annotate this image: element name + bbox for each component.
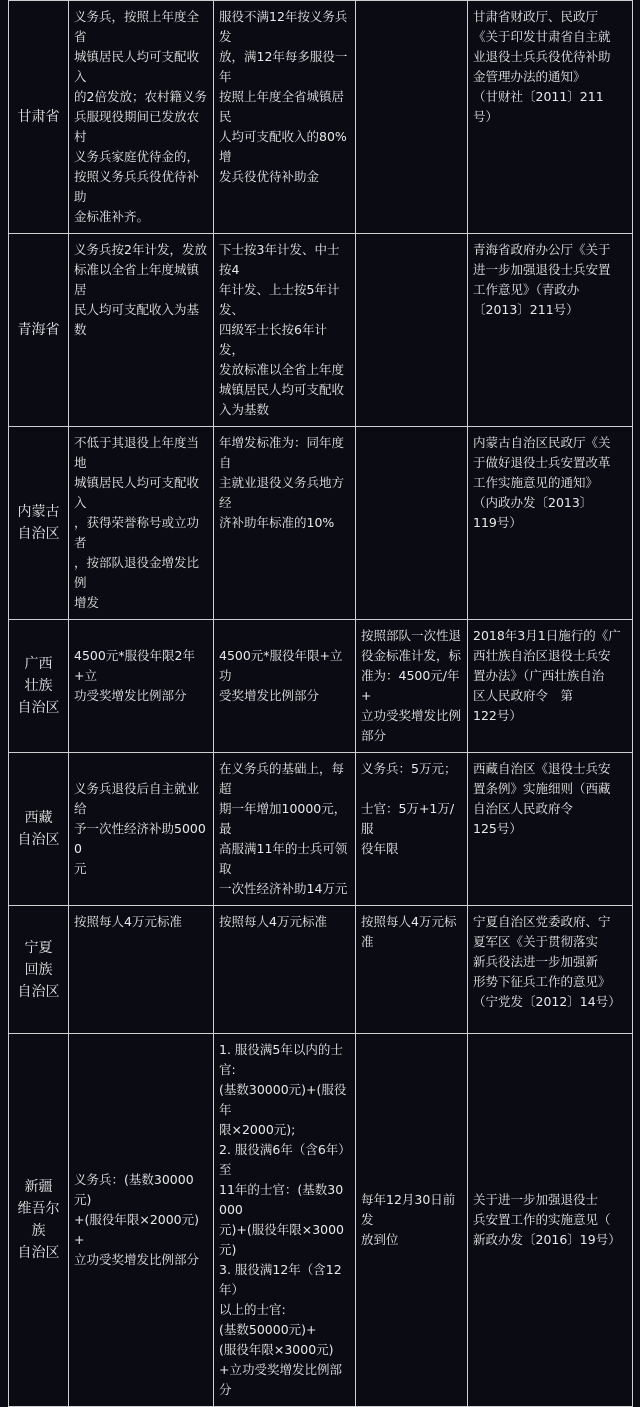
table-cell: 每年12月30日前发 放到位 (356, 1034, 468, 1407)
table-cell: 2018年3月1日施行的《广 西壮族自治区退役士兵安 置办法》（广西壮族自治 区人民政府令 第 122号） (468, 620, 633, 753)
province-cell: 甘肃省 (9, 1, 69, 234)
table-cell: 甘肃省财政厅、民政厅 《关于印发甘肃省自主就 业退役士兵兵役优待补助 金管理办法的通知》 （甘财社〔2011〕211 号） (468, 1, 633, 234)
table-cell: 在义务兵的基础上，每超 期一年增加10000元，最 高服满11年的士兵可领取 一次性经济补助14万元 (214, 753, 356, 906)
table-cell: 内蒙古自治区民政厅《关 于做好退役士兵安置改革 工作实施意见的通知》 （内政办发〔2013〕 119号） (468, 427, 633, 620)
table-row (9, 620, 633, 753)
province-cell: 新疆 维吾尔 族 自治区 (9, 1034, 69, 1407)
table-row (9, 753, 633, 906)
table-cell: 宁夏自治区党委政府、宁 夏军区《关于贯彻落实 新兵役法进一步加强新 形势下征兵工作的意见》 （宁党发〔2012〕14号） (468, 906, 633, 1034)
table-row (9, 906, 633, 1034)
table-cell: 义务兵，按照上年度全省 城镇居民人均可支配收入 的2倍发放；农村籍义务 兵服现役期间已发放农村 义务兵家庭优待金的， 按照义务兵兵役优待补助 金标准补齐。 (69, 1, 214, 234)
table-row (9, 1034, 633, 1407)
table-row (9, 1, 633, 234)
table-cell: 1. 服役满5年以内的士官: (基数30000元)+(服役年 限×2000元); 2. 服役满6年（含6年）至 11年的士官：(基数30000 元)+(服役年限×3000元) 3. 服役满12年（含12年） 以上的士官: (基数50000元)+ (服役年限×3000元) +立功受奖增发比例部分 (214, 1034, 356, 1407)
table-row (9, 234, 633, 427)
benefits-table-container (8, 0, 632, 1407)
province-cell: 青海省 (9, 234, 69, 427)
table-cell: 义务兵：(基数30000元) +(服役年限×2000元)+ 立功受奖增发比例部分 (69, 1034, 214, 1407)
table-cell: 年增发标准为：同年度自 主就业退役义务兵地方经 济补助年标准的10% (214, 427, 356, 620)
table-cell: 4500元*服役年限+立功 受奖增发比例部分 (214, 620, 356, 753)
table-cell: 不低于其退役上年度当地 城镇居民人均可支配收入 ，获得荣誉称号或立功者 ，按部队退役金增发比例 增发 (69, 427, 214, 620)
province-cell: 广西 壮族 自治区 (9, 620, 69, 753)
benefits-table (8, 0, 633, 1407)
province-cell: 西藏 自治区 (9, 753, 69, 906)
province-cell: 宁夏 回族 自治区 (9, 906, 69, 1034)
table-cell: 义务兵：5万元； 士官：5万+1万/服 役年限 (356, 753, 468, 906)
table-cell: 服役不满12年按义务兵发 放，满12年每多服役一年 按照上年度全省城镇居民 人均可支配收入的80%增 发兵役优待补助金 (214, 1, 356, 234)
table-cell: 关于进一步加强退役士 兵安置工作的实施意见（ 新政办发〔2016〕19号） (468, 1034, 633, 1407)
table-cell: 按照每人4万元标准 (69, 906, 214, 1034)
table-cell: 按照部队一次性退 役金标准计发，标 准为：4500元/年+ 立功受奖增发比例 部分 (356, 620, 468, 753)
table-cell: 青海省政府办公厅《关于 进一步加强退役士兵安置 工作意见》（青政办 〔2013〕211号） (468, 234, 633, 427)
table-cell: 西藏自治区《退役士兵安 置条例》实施细则（西藏 自治区人民政府令 125号） (468, 753, 633, 906)
table-cell (356, 427, 468, 620)
table-cell (356, 234, 468, 427)
table-cell: 义务兵退役后自主就业给 予一次性经济补助50000 元 (69, 753, 214, 906)
table-row (9, 427, 633, 620)
table-cell: 按照每人4万元标准 (356, 906, 468, 1034)
table-cell: 4500元*服役年限2年+立 功受奖增发比例部分 (69, 620, 214, 753)
table-cell: 下士按3年计发、中士按4 年计发、上士按5年计发、 四级军士长按6年计发， 发放标准以全省上年度 城镇居民人均可支配收 入为基数 (214, 234, 356, 427)
table-cell: 按照每人4万元标准 (214, 906, 356, 1034)
table-cell (356, 1, 468, 234)
province-cell: 内蒙古 自治区 (9, 427, 69, 620)
table-cell: 义务兵按2年计发，发放 标准以全省上年度城镇居 民人均可支配收入为基数 (69, 234, 214, 427)
